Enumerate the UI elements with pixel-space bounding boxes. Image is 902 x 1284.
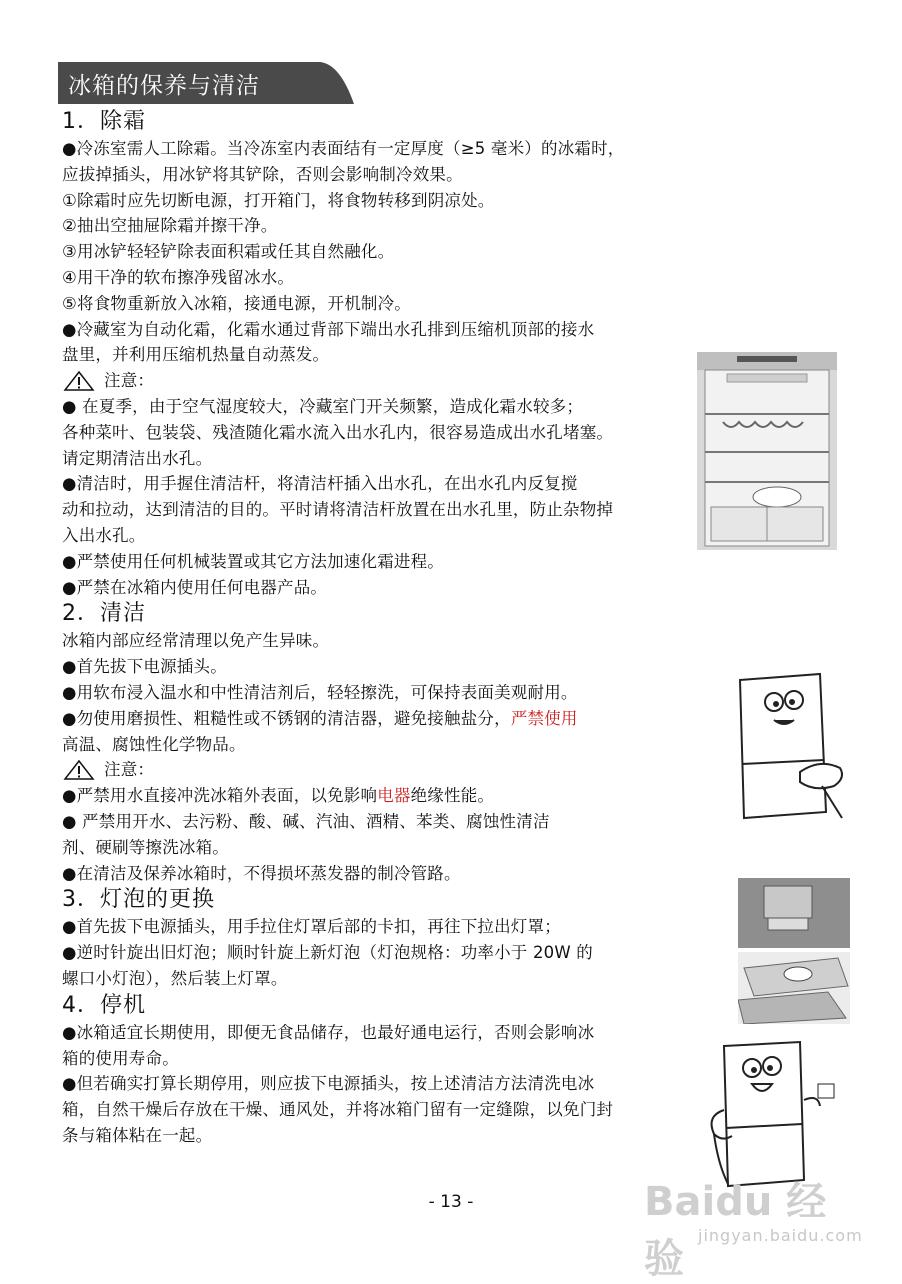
warning-triangle-icon [62,759,96,781]
cartoon-fridge-cleaning-illustration [730,672,848,820]
defrost-para-2-line-1: ●冷藏室为自动化霜，化霜水通过背部下端出水孔排到压缩机顶部的接水 [62,319,595,339]
clean-bullet-3-line-2: 高温、腐蚀性化学物品。 [62,734,246,754]
bulb-bullet-1: ●首先拔下电源插头，用手拉住灯罩后部的卡扣，再往下拉出灯罩； [62,917,561,937]
defrost-note-1-line-3: 请定期清洁出水孔。 [62,448,213,468]
fridge-interior-illustration [697,352,837,550]
clean-warn-2-line-2: 剂、硬刷等擦洗冰箱。 [62,837,229,857]
defrost-step: ④用干净的软布擦净残留冰水。 [62,267,295,287]
clean-warn-1 [62,783,692,809]
watermark-url: jingyan.baidu.com [698,1226,863,1245]
page-number: - 13 - [428,1192,474,1212]
defrost-note-4: ●严禁在冰箱内使用任何电器产品。 [62,577,328,597]
clean-bullet-1: ●首先拔下电源插头。 [62,657,227,677]
clean-bullet-3-red: 严禁使用 [510,708,578,728]
page-title: 冰箱的保养与清洁 [68,73,260,99]
watermark-brand: Baidu 经验 [644,1179,827,1282]
defrost-para-1-line-1: ●冷冻室需人工除霜。当冷冻室内表面结有一定厚度（≥5 毫米）的冰霜时， [62,139,625,158]
baidu-watermark [640,1168,863,1282]
heading-clean: 2．清洁 [62,601,146,627]
note-label-text: 注意： [104,371,155,391]
main-content [62,108,692,1149]
defrost-step: ⑤将食物重新放入冰箱，接通电源，开机制冷。 [62,293,411,313]
clean-warn-2-line-1: ● 严禁用开水、去污粉、酸、碱、汽油、酒精、苯类、腐蚀性清洁 [62,811,550,831]
clean-warn-1-tail: 绝缘性能。 [410,786,495,806]
stop-bullet-1-line-2: 箱的使用寿命。 [62,1048,179,1068]
defrost-note-3: ●严禁使用任何机械装置或其它方法加速化霜进程。 [62,551,444,571]
defrost-note-label [62,368,692,394]
defrost-step: ③用冰铲轻轻铲除表面积霜或任其自然融化。 [62,242,395,262]
clean-intro: 冰箱内部应经常清理以免产生异味。 [62,631,330,651]
defrost-step: ②抽出空抽屉除霜并擦干净。 [62,216,278,236]
section-header-tab [58,62,354,104]
defrost-note-2-line-3: 入出水孔。 [62,525,146,545]
clean-bullet-3-line-1 [62,706,692,732]
clean-warn-1-red: 电器 [377,786,411,806]
heading-defrost: 1．除霜 [62,109,146,134]
defrost-note-2-line-2: 动和拉动，达到清洁的目的。平时请将清洁杆放置在出水孔里，防止杂物掉 [62,500,614,520]
warning-triangle-icon [62,370,96,392]
clean-note-label [62,757,692,783]
stop-bullet-2-line-3: 条与箱体粘在一起。 [62,1125,213,1145]
note-label-text: 注意： [104,760,155,780]
defrost-note-1-line-2: 各种菜叶、包装袋、残渣随化霜水流入出水孔内，很容易造成出水孔堵塞。 [62,422,614,442]
bulb-bullet-2-line-2: 螺口小灯泡），然后装上灯罩。 [62,968,288,988]
stop-bullet-2-line-1: ●但若确实打算长期停用，则应拔下电源插头，按上述清洁方法清洗电冰 [62,1074,595,1094]
defrost-note-2-line-1: ●清洁时，用手握住清洁杆，将清洁杆插入出水孔，在出水孔内反复搅 [62,474,578,494]
clean-bullet-2: ●用软布浸入温水和中性清洁剂后，轻轻擦洗，可保持表面美观耐用。 [62,682,578,702]
defrost-note-1-line-1: ● 在夏季，由于空气湿度较大，冷藏室门开关频繁，造成化霜水较多； [62,396,584,416]
heading-bulb: 3．灯泡的更换 [62,887,215,913]
clean-bullet-3-text: ●勿使用磨损性、粗糙性或不锈钢的清洁器，避免接触盐分， [62,708,511,728]
defrost-para-2-line-2: 盘里，并利用压缩机热量自动蒸发。 [62,345,330,365]
stop-bullet-1-line-1: ●冰箱适宜长期使用，即便无食品储存，也最好通电运行，否则会影响冰 [62,1022,595,1042]
defrost-step: ①除霜时应先切断电源，打开箱门，将食物转移到阴凉处。 [62,190,495,210]
clean-warn-3: ●在清洁及保养冰箱时，不得损坏蒸发器的制冷管路。 [62,863,461,883]
lamp-cover-illustration [738,878,850,1024]
clean-warn-1-text: ●严禁用水直接冲洗冰箱外表面，以免影响 [62,786,378,806]
heading-stop: 4．停机 [62,992,146,1018]
bulb-bullet-2-line-1: ●逆时针旋出旧灯泡；顺时针旋上新灯泡（灯泡规格：功率小于 20W 的 [62,943,593,963]
defrost-para-1-line-2: 应拔掉插头，用冰铲将其铲除，否则会影响制冷效果。 [62,164,463,184]
stop-bullet-2-line-2: 箱，自然干燥后存放在干燥、通风处，并将冰箱门留有一定缝隙，以免门封 [62,1100,614,1120]
